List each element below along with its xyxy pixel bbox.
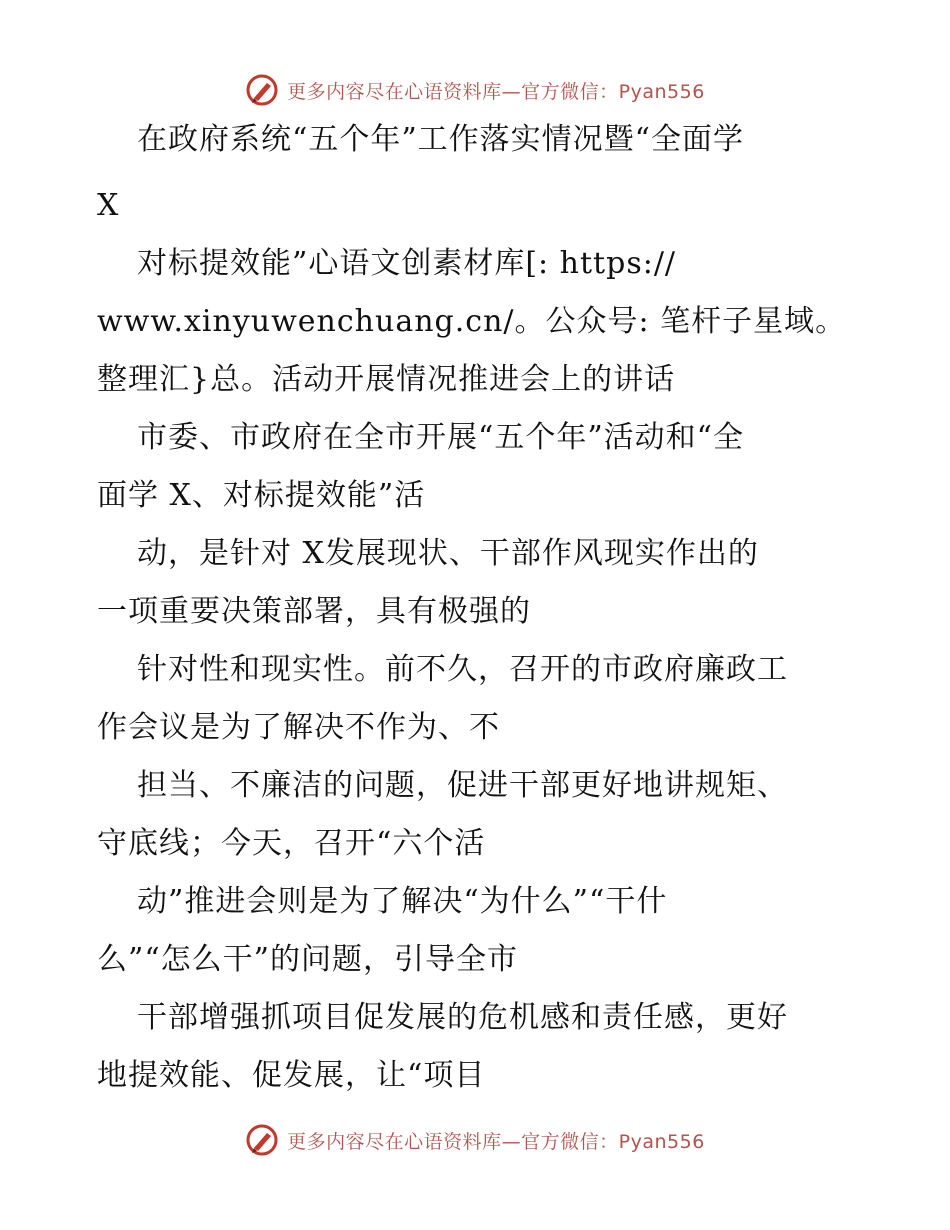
text-line: X bbox=[97, 188, 120, 223]
header-banner bbox=[0, 70, 950, 110]
footer-banner bbox=[0, 1120, 950, 1160]
text-line: 动”推进会则是为了解决“为什么”“干什 bbox=[137, 884, 668, 919]
text-line: 一项重要决策部署，具有极强的 bbox=[97, 594, 531, 629]
text-line: 针对性和现实性。前不久，召开的市政府廉政工 bbox=[137, 652, 788, 687]
text-line: 市委、市政府在全市开展“五个年”活动和“全 bbox=[137, 420, 745, 455]
text-line: 在政府系统“五个年”工作落实情况暨“全面学 bbox=[137, 122, 745, 157]
text-line: 担当、不廉洁的问题，促进干部更好地讲规矩、 bbox=[137, 768, 788, 803]
text-line: 干部增强抓项目促发展的危机感和责任感，更好 bbox=[137, 1000, 788, 1035]
text-line: 地提效能、促发展，让“项目 bbox=[97, 1058, 486, 1093]
text-line: 作会议是为了解决不作为、不 bbox=[97, 710, 500, 745]
text-line: 动，是针对 X发展现状、干部作风现实作出的 bbox=[137, 536, 759, 571]
text-line: 对标提效能”心语文创素材库[: https:// bbox=[137, 246, 677, 281]
footer-banner-text: 更多内容尽在心语资料库—官方微信：Pyan556 bbox=[287, 1130, 705, 1153]
pen-logo-icon bbox=[245, 1123, 279, 1157]
pen-logo-icon bbox=[245, 73, 279, 107]
header-banner-text: 更多内容尽在心语资料库—官方微信：Pyan556 bbox=[287, 80, 705, 103]
text-line: www.xinyuwenchuang.cn/。公众号: 笔杆子星域。 bbox=[97, 304, 847, 339]
text-line: 守底线；今天，召开“六个活 bbox=[97, 826, 486, 861]
text-line: 么”“怎么干”的问题，引导全市 bbox=[97, 942, 519, 977]
text-line: 面学 X、对标提效能”活 bbox=[97, 478, 426, 513]
text-line: 整理汇}总。活动开展情况推进会上的讲话 bbox=[97, 362, 676, 397]
